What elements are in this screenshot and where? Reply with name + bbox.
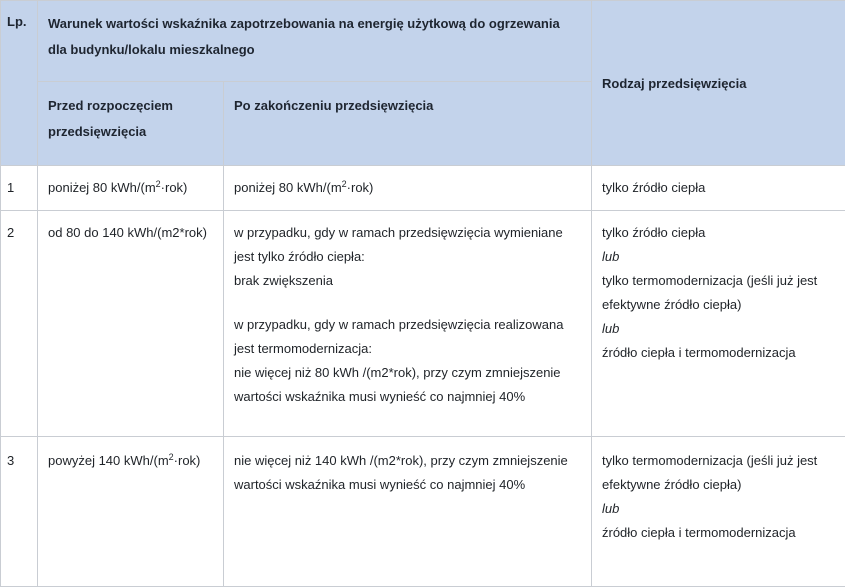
row-after-value: w przypadku, gdy w ramach przedsięwzięcia wymieniane jest tylko źródło ciepła: brak zwiększenia w przypadku, gdy w ramach przedsięwzięcia realizowana jest termomodernizacja: nie więcej niż 80 kWh /(m2*rok), przy czym zmniejszenie wartości wskaźnika musi wynieść co najmniej 40%	[224, 211, 592, 437]
table-row	[1, 211, 845, 437]
header-after: Po zakończeniu przedsięwzięcia	[224, 82, 592, 166]
row-after-value: poniżej 80 kWh/$(m^2\cdot rok)$	[224, 166, 592, 211]
header-project-type: Rodzaj przedsięwzięcia	[592, 1, 845, 166]
row-before-value: powyżej 140 kWh/$(m^2\cdot rok)$	[38, 437, 224, 587]
header-indicator-condition: Warunek wartości wskaźnika zapotrzebowania na energię użytkową do ogrzewania dla budynku/lokalu mieszkalnego	[38, 1, 592, 82]
row-before-value: od 80 do 140 kWh/(m2*rok)	[38, 211, 224, 437]
row-project-type: tylko termomodernizacja (jeśli już jest efektywne źródło ciepła) lub źródło ciepła i termomodernizacja	[592, 437, 845, 587]
row-before-value: poniżej 80 kWh/$(m^2\cdot rok)$	[38, 166, 224, 211]
header-lp: Lp.	[1, 1, 38, 166]
row-lp: 1	[1, 166, 38, 211]
row-project-type: tylko źródło ciepła lub tylko termomodernizacja (jeśli już jest efektywne źródło ciepła) lub źródło ciepła i termomodernizacja	[592, 211, 845, 437]
row-lp: 2	[1, 211, 38, 437]
row-lp: 3	[1, 437, 38, 587]
header-before: Przed rozpoczęciem przedsięwzięcia	[38, 82, 224, 166]
row-after-value: nie więcej niż 140 kWh /(m2*rok), przy czym zmniejszenie wartości wskaźnika musi wynieść co najmniej 40%	[224, 437, 592, 587]
table-row	[1, 166, 845, 211]
table-row	[1, 437, 845, 587]
row-project-type: tylko źródło ciepła	[592, 166, 845, 211]
